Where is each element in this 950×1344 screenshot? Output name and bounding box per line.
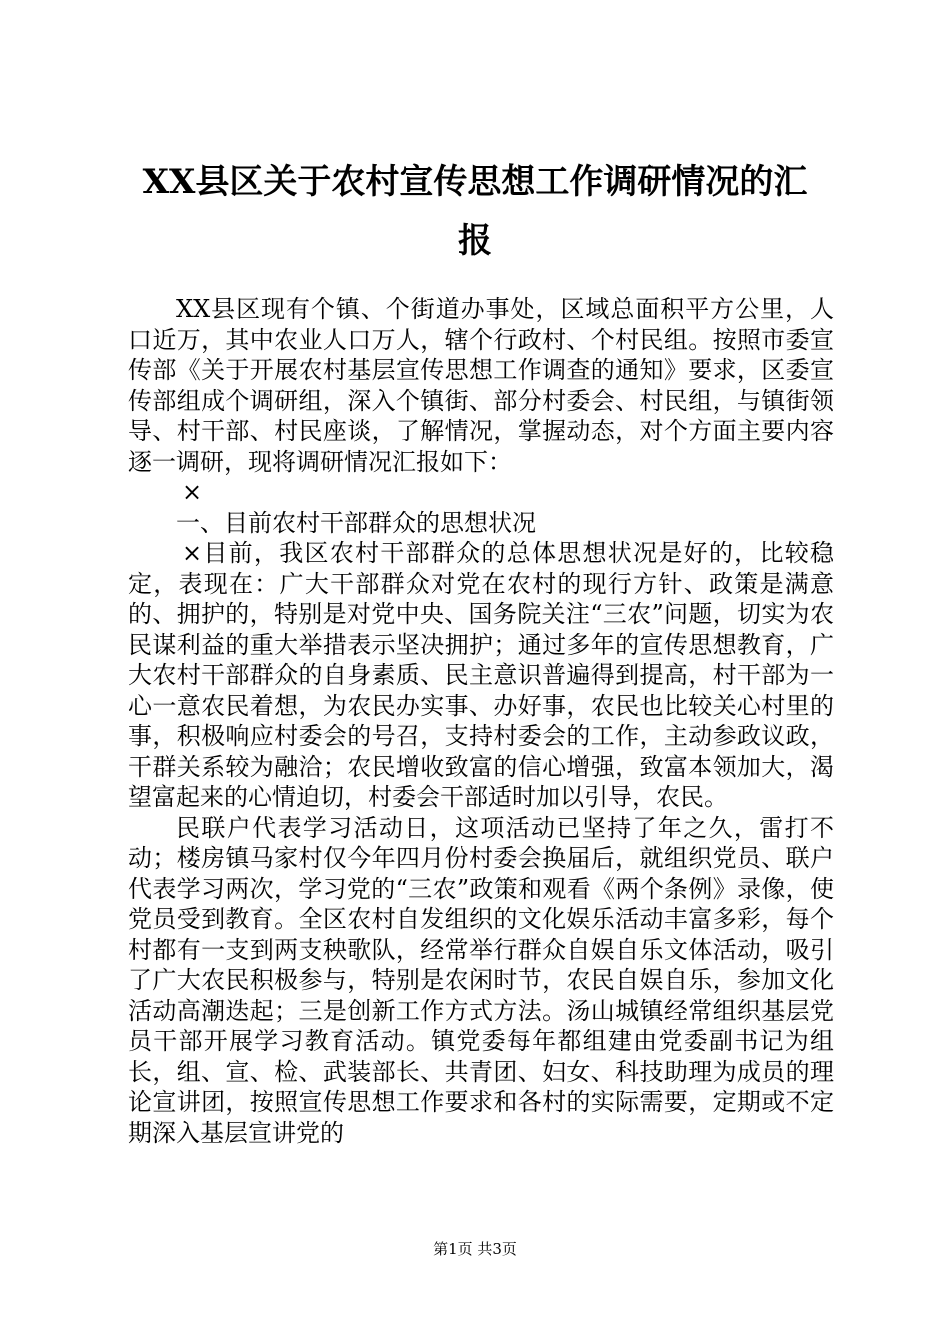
paragraph-activities: 民联户代表学习活动日，这项活动已坚持了年之久，雷打不动；楼房镇马家村仅今年四月份村委会换届后，就组织党员、联户代表学习两次，学习党的“三农”政策和观看《两个条例》录像，使党员受到教育。全区农村自发组织的文化娱乐活动丰富多彩，每个村都有一支到两支秧歌队，经常举行群众自娱自乐文体活动，吸引了广大农民积极参与，特别是农闲时节，农民自娱自乐，参加文化活动高潮迭起；三是创新工作方式方法。汤山城镇经常组织基层党员干部开展学习教育活动。镇党委每年都组建由党委副书记为组长，组、宣、检、武装部长、共青团、妇女、科技助理为成员的理论宣讲团，按照宣传思想工作要求和各村的实际需要，定期或不定期深入基层宣讲党的	[128, 813, 834, 1147]
paragraph-thought-status: ×目前，我区农村干部群众的总体思想状况是好的，比较稳定，表现在：广大干部群众对党在农村的现行方针、政策是满意的、拥护的，特别是对党中央、国务院关注“三农”问题，切实为农民谋利益的重大举措表示坚决拥护；通过多年的宣传思想教育，广大农村干部群众的自身素质、民主意识普遍得到提高，村干部为一心一意农民着想，为农民办实事、办好事，农民也比较关心村里的事，积极响应村委会的号召，支持村委会的工作，主动参政议政，干群关系较为融洽；农民增收致富的信心增强，致富本领加大，渴望富起来的心情迫切，村委会干部适时加以引导，农民。	[128, 539, 834, 811]
section-heading: 一、目前农村干部群众的思想状况	[176, 508, 536, 537]
paragraph-intro: XX县区现有个镇、个街道办事处，区域总面积平方公里，人口近万，其中农业人口万人，辖个行政村、个村民组。按照市委宣传部《关于开展农村基层宣传思想工作调查的通知》要求，区委宣传部组成个调研组，深入个镇街、部分村委会、村民组，与镇街领导、村干部、村民座谈，了解情况，掌握动态，对个方面主要内容逐一调研，现将调研情况汇报如下：	[128, 295, 834, 476]
page-number-footer: 第1页 共3页	[433, 1240, 517, 1258]
paragraph-mark: ×	[182, 478, 203, 506]
document-body	[128, 294, 834, 1148]
document-title-line-2: 报	[458, 221, 492, 261]
document-title-line-1: XX县区关于农村宣传思想工作调研情况的汇	[142, 162, 808, 202]
